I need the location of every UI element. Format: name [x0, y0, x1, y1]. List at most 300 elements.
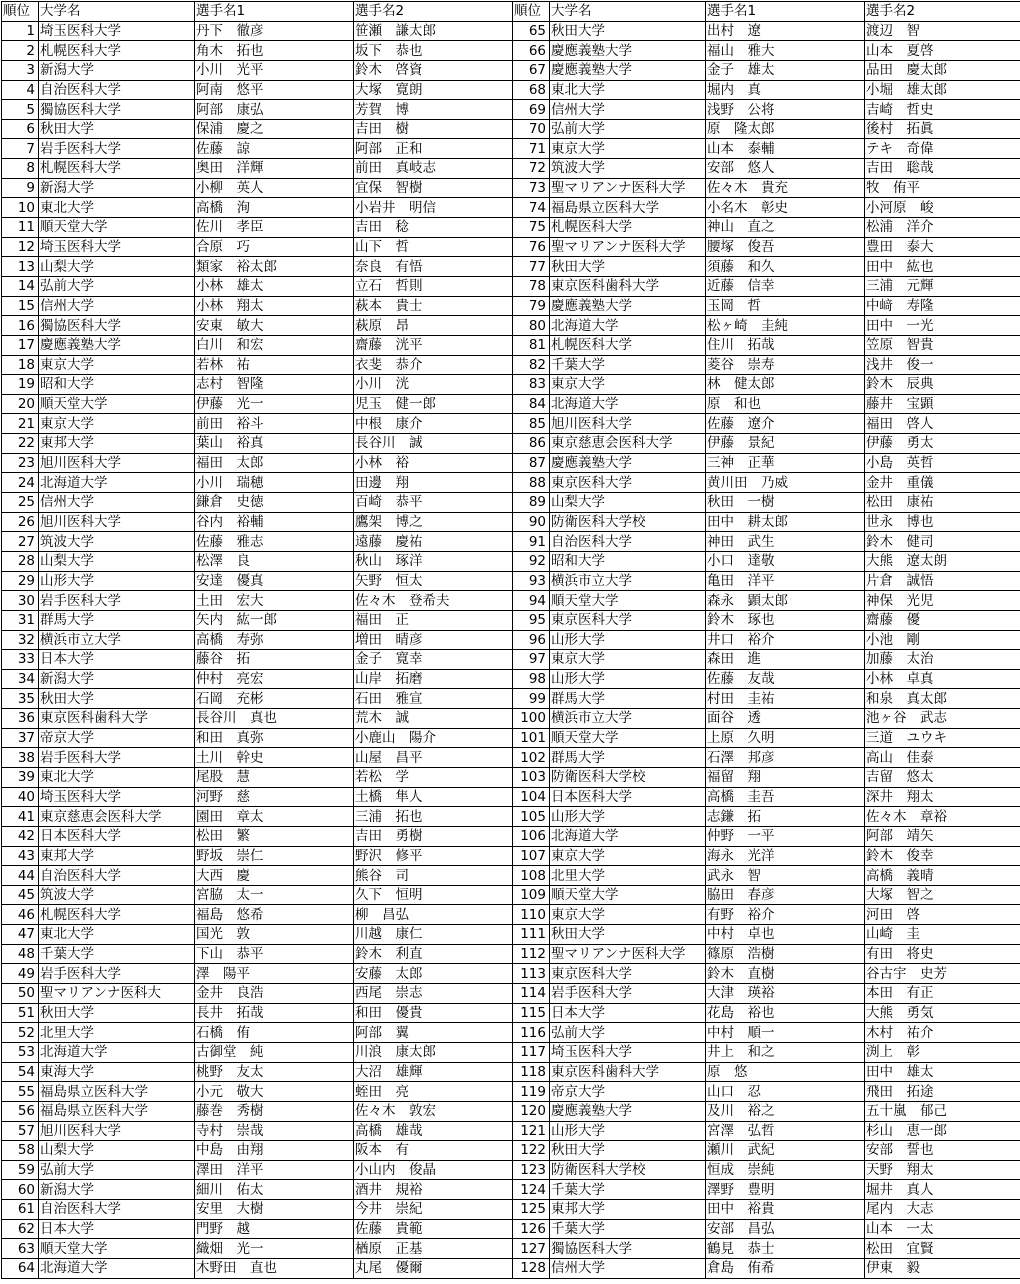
player1-cell: 奥田 洋輝: [195, 159, 354, 179]
table-row: [2, 257, 1020, 277]
university-cell: 東京医科歯科大学: [550, 276, 706, 296]
university-cell: 旭川医科大学: [550, 414, 706, 434]
rank-cell: 3: [2, 60, 39, 80]
university-cell: 聖マリアンナ医科大学: [550, 944, 706, 964]
player1-cell: 鶴見 恭士: [706, 1239, 865, 1259]
rank-cell: 122: [513, 1141, 550, 1161]
player2-cell: 衣斐 恭介: [354, 355, 513, 375]
table-row: [2, 434, 1020, 454]
rank-cell: 17: [2, 335, 39, 355]
rank-cell: 8: [2, 159, 39, 179]
university-cell: 順天堂大学: [550, 728, 706, 748]
university-cell: 筑波大学: [39, 885, 195, 905]
player2-cell: 飛田 拓途: [865, 1082, 1020, 1102]
player2-cell: 松田 康祐: [865, 493, 1020, 513]
university-cell: 千葉大学: [550, 355, 706, 375]
player2-cell: 世永 博也: [865, 512, 1020, 532]
player2-cell: 山岸 拓磨: [354, 669, 513, 689]
rank-cell: 110: [513, 905, 550, 925]
university-cell: 日本大学: [39, 650, 195, 670]
table-row: [2, 1101, 1020, 1121]
player1-cell: 宮脇 太一: [195, 885, 354, 905]
university-cell: 東京大学: [39, 355, 195, 375]
player2-cell: 五十嵐 郁己: [865, 1101, 1020, 1121]
university-cell: 岩手医科大学: [39, 964, 195, 984]
player1-cell: 原 和也: [706, 394, 865, 414]
player1-cell: 玉岡 哲: [706, 296, 865, 316]
table-row: [2, 826, 1020, 846]
rank-cell: 91: [513, 532, 550, 552]
rank-cell: 14: [2, 276, 39, 296]
rank-cell: 12: [2, 237, 39, 257]
player1-cell: 谷内 裕輔: [195, 512, 354, 532]
player2-cell: 笠原 智貴: [865, 335, 1020, 355]
player2-cell: 山屋 昌平: [354, 748, 513, 768]
player1-cell: 大津 瑛裕: [706, 984, 865, 1004]
player1-cell: 古御堂 純: [195, 1042, 354, 1062]
university-cell: 昭和大学: [39, 375, 195, 395]
player2-cell: 鷹架 博之: [354, 512, 513, 532]
player2-cell: 川浪 康太郎: [354, 1042, 513, 1062]
player2-cell: 田中 紘也: [865, 257, 1020, 277]
player2-cell: 鈴木 啓資: [354, 60, 513, 80]
player2-cell: 小島 英哲: [865, 453, 1020, 473]
player1-cell: 小林 翔太: [195, 296, 354, 316]
player2-cell: 松浦 洋介: [865, 218, 1020, 238]
player2-cell: 三浦 拓也: [354, 807, 513, 827]
university-cell: 順天堂大学: [550, 591, 706, 611]
university-cell: 福島県立医科大学: [39, 1082, 195, 1102]
player1-cell: 小林 雄太: [195, 276, 354, 296]
table-row: [2, 1160, 1020, 1180]
table-row: [2, 1180, 1020, 1200]
rank-cell: 73: [513, 178, 550, 198]
player1-cell: 丹下 徹彦: [195, 21, 354, 41]
university-cell: 東京慈恵会医科大学: [39, 807, 195, 827]
player2-cell: 阿部 翼: [354, 1023, 513, 1043]
header-player2: 選手名2: [865, 2, 1020, 22]
player1-cell: 山口 忍: [706, 1082, 865, 1102]
university-cell: 北海道大学: [550, 394, 706, 414]
table-row: [2, 709, 1020, 729]
rank-cell: 113: [513, 964, 550, 984]
university-cell: 新潟大学: [39, 1180, 195, 1200]
table-row: [2, 1003, 1020, 1023]
university-cell: 東北大学: [550, 80, 706, 100]
player1-cell: 井口 裕介: [706, 630, 865, 650]
player2-cell: 佐々木 章裕: [865, 807, 1020, 827]
player1-cell: 小柳 英人: [195, 178, 354, 198]
university-cell: 横浜市立大学: [39, 630, 195, 650]
player1-cell: 大西 慶: [195, 866, 354, 886]
university-cell: 札幌医科大学: [39, 159, 195, 179]
rank-cell: 56: [2, 1101, 39, 1121]
player1-cell: 佐藤 諒: [195, 139, 354, 159]
player1-cell: 安達 優真: [195, 571, 354, 591]
university-cell: 札幌医科大学: [550, 335, 706, 355]
rank-cell: 9: [2, 178, 39, 198]
table-row: [2, 178, 1020, 198]
rank-cell: 103: [513, 767, 550, 787]
rank-cell: 84: [513, 394, 550, 414]
rank-cell: 114: [513, 984, 550, 1004]
player1-cell: 細川 佑太: [195, 1180, 354, 1200]
player2-cell: 三道 ユウキ: [865, 728, 1020, 748]
table-row: [2, 335, 1020, 355]
university-cell: 東邦大学: [39, 846, 195, 866]
table-row: [2, 493, 1020, 513]
university-cell: 東京慈恵会医科大学: [550, 434, 706, 454]
table-row: [2, 80, 1020, 100]
player1-cell: 澤田 洋平: [195, 1160, 354, 1180]
player1-cell: 井上 和之: [706, 1042, 865, 1062]
rank-cell: 30: [2, 591, 39, 611]
player2-cell: 齋藤 優: [865, 610, 1020, 630]
player2-cell: 宜保 智樹: [354, 178, 513, 198]
player1-cell: 長谷川 真也: [195, 709, 354, 729]
rank-cell: 69: [513, 100, 550, 120]
rank-cell: 44: [2, 866, 39, 886]
rank-cell: 112: [513, 944, 550, 964]
university-cell: 北里大学: [39, 1023, 195, 1043]
player1-cell: 高橋 寿弥: [195, 630, 354, 650]
player2-cell: 山下 哲: [354, 237, 513, 257]
university-cell: 埼玉医科大学: [39, 237, 195, 257]
table-row: [2, 60, 1020, 80]
player1-cell: 桃野 友太: [195, 1062, 354, 1082]
university-cell: 秋田大学: [550, 925, 706, 945]
rank-cell: 104: [513, 787, 550, 807]
player1-cell: 神田 武生: [706, 532, 865, 552]
player2-cell: 小池 剛: [865, 630, 1020, 650]
player1-cell: 阿南 悠平: [195, 80, 354, 100]
rank-cell: 22: [2, 434, 39, 454]
university-cell: 横浜市立大学: [550, 709, 706, 729]
player2-cell: 山本 一太: [865, 1219, 1020, 1239]
university-cell: 獨協医科大学: [550, 1239, 706, 1259]
rank-cell: 100: [513, 709, 550, 729]
rank-cell: 33: [2, 650, 39, 670]
university-cell: 東京大学: [550, 905, 706, 925]
university-cell: 信州大学: [39, 493, 195, 513]
university-cell: 秋田大学: [39, 689, 195, 709]
player2-cell: 田中 一光: [865, 316, 1020, 336]
player2-cell: 前田 真岐志: [354, 159, 513, 179]
player2-cell: 堀井 真人: [865, 1180, 1020, 1200]
university-cell: 日本大学: [550, 1003, 706, 1023]
player2-cell: 小川 洸: [354, 375, 513, 395]
player1-cell: 上原 久明: [706, 728, 865, 748]
university-cell: 岩手医科大学: [550, 984, 706, 1004]
player2-cell: 吉田 稔: [354, 218, 513, 238]
player2-cell: 和田 優貴: [354, 1003, 513, 1023]
player1-cell: 花島 裕也: [706, 1003, 865, 1023]
player1-cell: 安里 大樹: [195, 1200, 354, 1220]
player2-cell: 有田 将史: [865, 944, 1020, 964]
player2-cell: 鈴木 健司: [865, 532, 1020, 552]
university-cell: 岩手医科大学: [39, 591, 195, 611]
university-cell: 防衛医科大学校: [550, 767, 706, 787]
rank-cell: 75: [513, 218, 550, 238]
player1-cell: 出村 遼: [706, 21, 865, 41]
table-row: [2, 1239, 1020, 1259]
table-body: [2, 21, 1020, 1278]
rank-cell: 35: [2, 689, 39, 709]
player1-cell: 伊藤 光一: [195, 394, 354, 414]
player1-cell: 藤巻 秀樹: [195, 1101, 354, 1121]
player2-cell: 児玉 健一郎: [354, 394, 513, 414]
player2-cell: 豊田 泰大: [865, 237, 1020, 257]
player1-cell: 山本 泰輔: [706, 139, 865, 159]
player1-cell: 小川 瑞穂: [195, 473, 354, 493]
university-cell: 順天堂大学: [39, 1239, 195, 1259]
rank-cell: 39: [2, 767, 39, 787]
player2-cell: 加藤 太治: [865, 650, 1020, 670]
player2-cell: 安藤 太郎: [354, 964, 513, 984]
rank-cell: 127: [513, 1239, 550, 1259]
university-cell: 聖マリアンナ医科大学: [550, 178, 706, 198]
rank-cell: 4: [2, 80, 39, 100]
rank-cell: 123: [513, 1160, 550, 1180]
player2-cell: 百崎 恭平: [354, 493, 513, 513]
player2-cell: 佐々木 敦宏: [354, 1101, 513, 1121]
player1-cell: 佐川 孝臣: [195, 218, 354, 238]
player2-cell: 小河原 峻: [865, 198, 1020, 218]
player1-cell: 中島 由翔: [195, 1141, 354, 1161]
university-cell: 福島県立医科大学: [550, 198, 706, 218]
rank-cell: 95: [513, 610, 550, 630]
university-cell: 東京大学: [550, 846, 706, 866]
player1-cell: 志鎌 拓: [706, 807, 865, 827]
university-cell: 千葉大学: [550, 1180, 706, 1200]
rank-cell: 68: [513, 80, 550, 100]
university-cell: 札幌医科大学: [39, 41, 195, 61]
player1-cell: 安部 昌弘: [706, 1219, 865, 1239]
rank-cell: 51: [2, 1003, 39, 1023]
university-cell: 慶應義塾大学: [550, 296, 706, 316]
player2-cell: 増田 晴彦: [354, 630, 513, 650]
player1-cell: 佐藤 遼介: [706, 414, 865, 434]
rank-cell: 79: [513, 296, 550, 316]
player2-cell: 尾内 大志: [865, 1200, 1020, 1220]
player1-cell: 松澤 良: [195, 551, 354, 571]
player2-cell: 天野 翔太: [865, 1160, 1020, 1180]
rank-cell: 125: [513, 1200, 550, 1220]
player1-cell: 菱谷 崇寿: [706, 355, 865, 375]
table-row: [2, 1023, 1020, 1043]
player1-cell: 白川 和宏: [195, 335, 354, 355]
rank-cell: 46: [2, 905, 39, 925]
rank-cell: 85: [513, 414, 550, 434]
player1-cell: 高橋 圭吾: [706, 787, 865, 807]
rank-cell: 71: [513, 139, 550, 159]
table-row: [2, 787, 1020, 807]
table-row: [2, 139, 1020, 159]
rank-cell: 117: [513, 1042, 550, 1062]
player1-cell: 福留 翔: [706, 767, 865, 787]
player2-cell: 熊谷 司: [354, 866, 513, 886]
player2-cell: 柳 昌弘: [354, 905, 513, 925]
table-row: [2, 276, 1020, 296]
university-cell: 新潟大学: [39, 669, 195, 689]
player2-cell: 吉田 聡哉: [865, 159, 1020, 179]
rank-cell: 41: [2, 807, 39, 827]
player1-cell: 土田 宏大: [195, 591, 354, 611]
university-cell: 東京大学: [39, 414, 195, 434]
university-cell: 山形大学: [550, 807, 706, 827]
university-cell: 秋田大学: [39, 1003, 195, 1023]
university-cell: 千葉大学: [39, 944, 195, 964]
table-row: [2, 375, 1020, 395]
player1-cell: 阿部 康弘: [195, 100, 354, 120]
header-player1: 選手名1: [706, 2, 865, 22]
player2-cell: 小鹿山 陽介: [354, 728, 513, 748]
university-cell: 弘前大学: [39, 276, 195, 296]
rank-cell: 78: [513, 276, 550, 296]
player2-cell: 楢原 正基: [354, 1239, 513, 1259]
university-cell: 帝京大学: [39, 728, 195, 748]
rank-cell: 55: [2, 1082, 39, 1102]
university-cell: 埼玉医科大学: [550, 1042, 706, 1062]
rank-cell: 106: [513, 826, 550, 846]
rank-cell: 115: [513, 1003, 550, 1023]
rank-cell: 111: [513, 925, 550, 945]
rank-cell: 74: [513, 198, 550, 218]
rank-cell: 83: [513, 375, 550, 395]
player1-cell: 浅野 公将: [706, 100, 865, 120]
player2-cell: 高橋 義晴: [865, 866, 1020, 886]
table-row: [2, 1082, 1020, 1102]
rank-cell: 1: [2, 21, 39, 41]
table-row: [2, 885, 1020, 905]
player2-cell: 伊藤 勇太: [865, 434, 1020, 454]
university-cell: 秋田大学: [39, 119, 195, 139]
rank-cell: 2: [2, 41, 39, 61]
rank-cell: 89: [513, 493, 550, 513]
player1-cell: 寺村 崇哉: [195, 1121, 354, 1141]
rank-cell: 31: [2, 610, 39, 630]
player2-cell: 吉崎 哲史: [865, 100, 1020, 120]
player2-cell: 渕上 彰: [865, 1042, 1020, 1062]
table-row: [2, 650, 1020, 670]
header-university: 大学名: [550, 2, 706, 22]
rank-cell: 54: [2, 1062, 39, 1082]
player2-cell: 浅井 俊一: [865, 355, 1020, 375]
player1-cell: 亀田 洋平: [706, 571, 865, 591]
rank-cell: 96: [513, 630, 550, 650]
player1-cell: 宮澤 弘哲: [706, 1121, 865, 1141]
university-cell: 岩手医科大学: [39, 748, 195, 768]
rank-cell: 11: [2, 218, 39, 238]
table-row: [2, 394, 1020, 414]
university-cell: 帝京大学: [550, 1082, 706, 1102]
player2-cell: 中﨑 寿隆: [865, 296, 1020, 316]
player2-cell: 矢野 恒太: [354, 571, 513, 591]
player1-cell: 尾股 慧: [195, 767, 354, 787]
player1-cell: 瀬川 武紀: [706, 1141, 865, 1161]
player1-cell: 合原 巧: [195, 237, 354, 257]
player1-cell: 矢内 紘一郎: [195, 610, 354, 630]
player2-cell: 萩本 貴士: [354, 296, 513, 316]
university-cell: 昭和大学: [550, 551, 706, 571]
university-cell: 山梨大学: [550, 493, 706, 513]
player2-cell: 渡辺 智: [865, 21, 1020, 41]
player1-cell: 角木 拓也: [195, 41, 354, 61]
university-cell: 東北大学: [39, 925, 195, 945]
player1-cell: 若林 祐: [195, 355, 354, 375]
rank-cell: 65: [513, 21, 550, 41]
table-row: [2, 237, 1020, 257]
header-rank: 順位: [2, 2, 39, 22]
player2-cell: 後村 拓眞: [865, 119, 1020, 139]
university-cell: 聖マリアンナ医科大学: [550, 237, 706, 257]
player2-cell: 杉山 恵一郎: [865, 1121, 1020, 1141]
table-row: [2, 1121, 1020, 1141]
player1-cell: 和田 真弥: [195, 728, 354, 748]
player2-cell: 吉田 勇樹: [354, 826, 513, 846]
player2-cell: 福田 正: [354, 610, 513, 630]
university-cell: 北海道大学: [39, 473, 195, 493]
player2-cell: 今井 崇紀: [354, 1200, 513, 1220]
table-row: [2, 866, 1020, 886]
table-row: [2, 218, 1020, 238]
university-cell: 東京大学: [550, 375, 706, 395]
university-cell: 旭川医科大学: [39, 1121, 195, 1141]
player2-cell: 品田 慶太郎: [865, 60, 1020, 80]
rank-cell: 90: [513, 512, 550, 532]
rank-cell: 124: [513, 1180, 550, 1200]
player2-cell: 吉留 悠太: [865, 767, 1020, 787]
player1-cell: 佐藤 友哉: [706, 669, 865, 689]
player2-cell: 本田 有正: [865, 984, 1020, 1004]
player2-cell: 小林 裕: [354, 453, 513, 473]
player1-cell: 河野 慈: [195, 787, 354, 807]
university-cell: 東邦大学: [39, 434, 195, 454]
rank-cell: 7: [2, 139, 39, 159]
university-cell: 弘前大学: [39, 1160, 195, 1180]
table-row: [2, 316, 1020, 336]
university-cell: 東北大学: [39, 198, 195, 218]
table-row: [2, 964, 1020, 984]
player1-cell: 澤 陽平: [195, 964, 354, 984]
player1-cell: 藤谷 拓: [195, 650, 354, 670]
university-cell: 千葉大学: [550, 1219, 706, 1239]
university-cell: 東京大学: [550, 650, 706, 670]
header-rank: 順位: [513, 2, 550, 22]
table-row: [2, 41, 1020, 61]
rank-cell: 45: [2, 885, 39, 905]
rank-cell: 53: [2, 1042, 39, 1062]
player1-cell: 福田 太郎: [195, 453, 354, 473]
player2-cell: 山本 夏啓: [865, 41, 1020, 61]
player1-cell: 中村 順一: [706, 1023, 865, 1043]
player1-cell: 森田 進: [706, 650, 865, 670]
player2-cell: 荒木 誠: [354, 709, 513, 729]
rank-cell: 72: [513, 159, 550, 179]
player1-cell: 及川 裕之: [706, 1101, 865, 1121]
player1-cell: 福島 悠希: [195, 905, 354, 925]
rank-cell: 81: [513, 335, 550, 355]
rank-cell: 43: [2, 846, 39, 866]
university-cell: 山梨大学: [39, 551, 195, 571]
rank-cell: 77: [513, 257, 550, 277]
player1-cell: 園田 章太: [195, 807, 354, 827]
player1-cell: 恒成 崇純: [706, 1160, 865, 1180]
university-cell: 慶應義塾大学: [550, 1101, 706, 1121]
player2-cell: 鈴木 辰典: [865, 375, 1020, 395]
university-cell: 獨協医科大学: [39, 100, 195, 120]
player2-cell: 田邊 翔: [354, 473, 513, 493]
